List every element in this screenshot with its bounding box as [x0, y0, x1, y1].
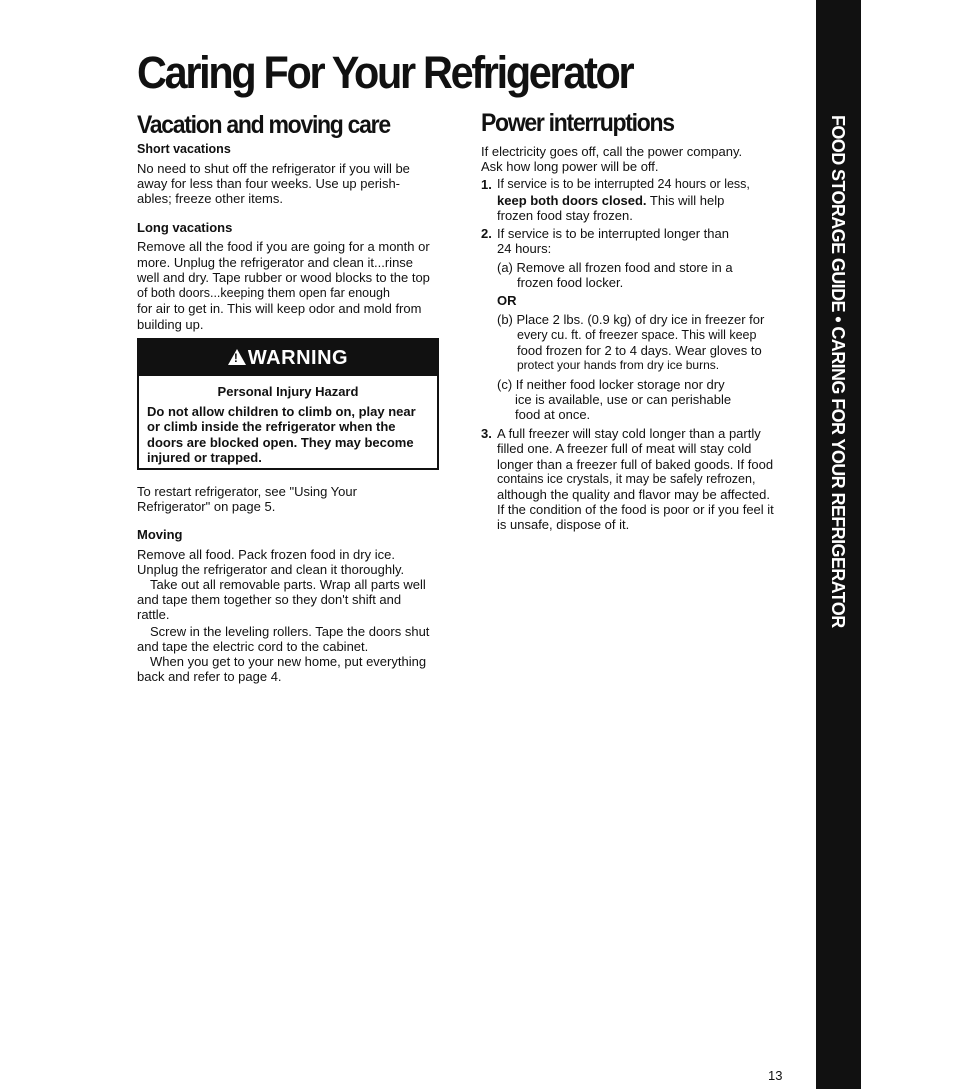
item2c-line: food at once. [515, 407, 591, 422]
moving-text-p3: Screw in the leveling rollers. Tape the doors shut and tape the electric cord to the cabinet. [137, 624, 430, 655]
item2b-line: food frozen for 2 to 4 days. Wear gloves to [517, 343, 762, 358]
warning-subtitle: Personal Injury Hazard [217, 384, 359, 399]
restart-text-line: Refrigerator" on page 5. [137, 499, 276, 514]
restart-text-line: To restart refrigerator, see "Using Your [137, 484, 357, 499]
item2b-line: (b) Place 2 lbs. (0.9 kg) of dry ice in freezer for [497, 312, 765, 327]
item2b-line: protect your hands from dry ice burns. [517, 358, 720, 372]
item3-line: longer than a freezer full of baked goods. If food [497, 457, 774, 472]
moving-heading: Moving [137, 527, 183, 542]
list-number: 2. [481, 226, 492, 241]
moving-text-p4: When you get to your new home, put everything back and refer to page 4. [137, 654, 427, 685]
long-vacations-line: well and dry. Tape rubber or wood blocks to the top [137, 270, 430, 285]
item2b-line: every cu. ft. of freezer space. This will keep [517, 328, 757, 342]
moving-text-line: Unplug the refrigerator and clean it thoroughly. [137, 562, 405, 577]
list-number: 1. [481, 177, 492, 192]
short-vacations-text: No need to shut off the refrigerator if you will be away for less than four weeks. Use up perish-ables; freeze other items. [137, 161, 410, 207]
item2-line: 24 hours: [497, 241, 552, 256]
item1-bold: keep both doors closed. [497, 193, 647, 208]
side-tab-label: FOOD STORAGE GUIDE • CARING FOR YOUR REFRIGERATOR [828, 115, 848, 628]
item1-line-rest: This will help [646, 193, 725, 208]
item2c-line: ice is available, use or can perishable [515, 392, 732, 407]
warning-box [137, 338, 439, 470]
item1-line [497, 193, 724, 208]
long-vacations-line: of both doors...keeping them open far enough [137, 286, 390, 300]
power-intro-line: If electricity goes off, call the power company. [481, 144, 743, 159]
warning-title: WARNING [247, 346, 349, 369]
item3-line: contains ice crystals, it may be safely refrozen, [497, 472, 756, 486]
moving-text-line: Remove all food. Pack frozen food in dry ice. [137, 547, 395, 562]
item1-line: If service is to be interrupted 24 hours or less, [497, 177, 750, 191]
power-intro-line: Ask how long power will be off. [481, 159, 659, 174]
item3-line: although the quality and flavor may be affected. [497, 487, 770, 502]
long-vacations-heading: Long vacations [137, 220, 233, 235]
section-title-power: Power interruptions [481, 109, 674, 137]
item1-line: frozen food stay frozen. [497, 208, 633, 223]
moving-text-p2: Take out all removable parts. Wrap all parts well and tape them together so they don't shift and rattle. [137, 577, 426, 623]
item3-line: If the condition of the food is poor or if you feel it [497, 502, 774, 517]
item2c-line: (c) If neither food locker storage nor dry [497, 377, 725, 392]
item2a-line: (a) Remove all frozen food and store in a [497, 260, 733, 275]
item3-line: is unsafe, dispose of it. [497, 517, 630, 532]
section-title-vacation: Vacation and moving care [137, 111, 390, 139]
item2-line: If service is to be interrupted longer than [497, 226, 729, 241]
warning-header [139, 340, 437, 376]
long-vacations-line: Remove all the food if you are going for a month or [137, 239, 430, 254]
item3-line: filled one. A freezer full of meat will stay cold [497, 441, 752, 456]
page-title: Caring For Your Refrigerator [137, 47, 633, 98]
short-vacations-heading: Short vacations [137, 142, 231, 156]
long-vacations-line: building up. [137, 317, 204, 332]
side-tab [816, 0, 861, 1089]
warning-triangle-icon [228, 349, 246, 365]
long-vacations-line: for air to get in. This will keep odor and mold from [137, 301, 422, 316]
item2a-line: frozen food locker. [517, 275, 624, 290]
list-number: 3. [481, 426, 492, 441]
or-label: OR [497, 293, 517, 308]
long-vacations-line: more. Unplug the refrigerator and clean it...rinse [137, 255, 414, 270]
page-number: 13 [768, 1068, 783, 1083]
warning-text: Do not allow children to climb on, play near or climb inside the refrigerator when the doors are blocked open. They may become injured or trapped. [147, 404, 416, 466]
item3-line: A full freezer will stay cold longer than a partly [497, 426, 761, 441]
